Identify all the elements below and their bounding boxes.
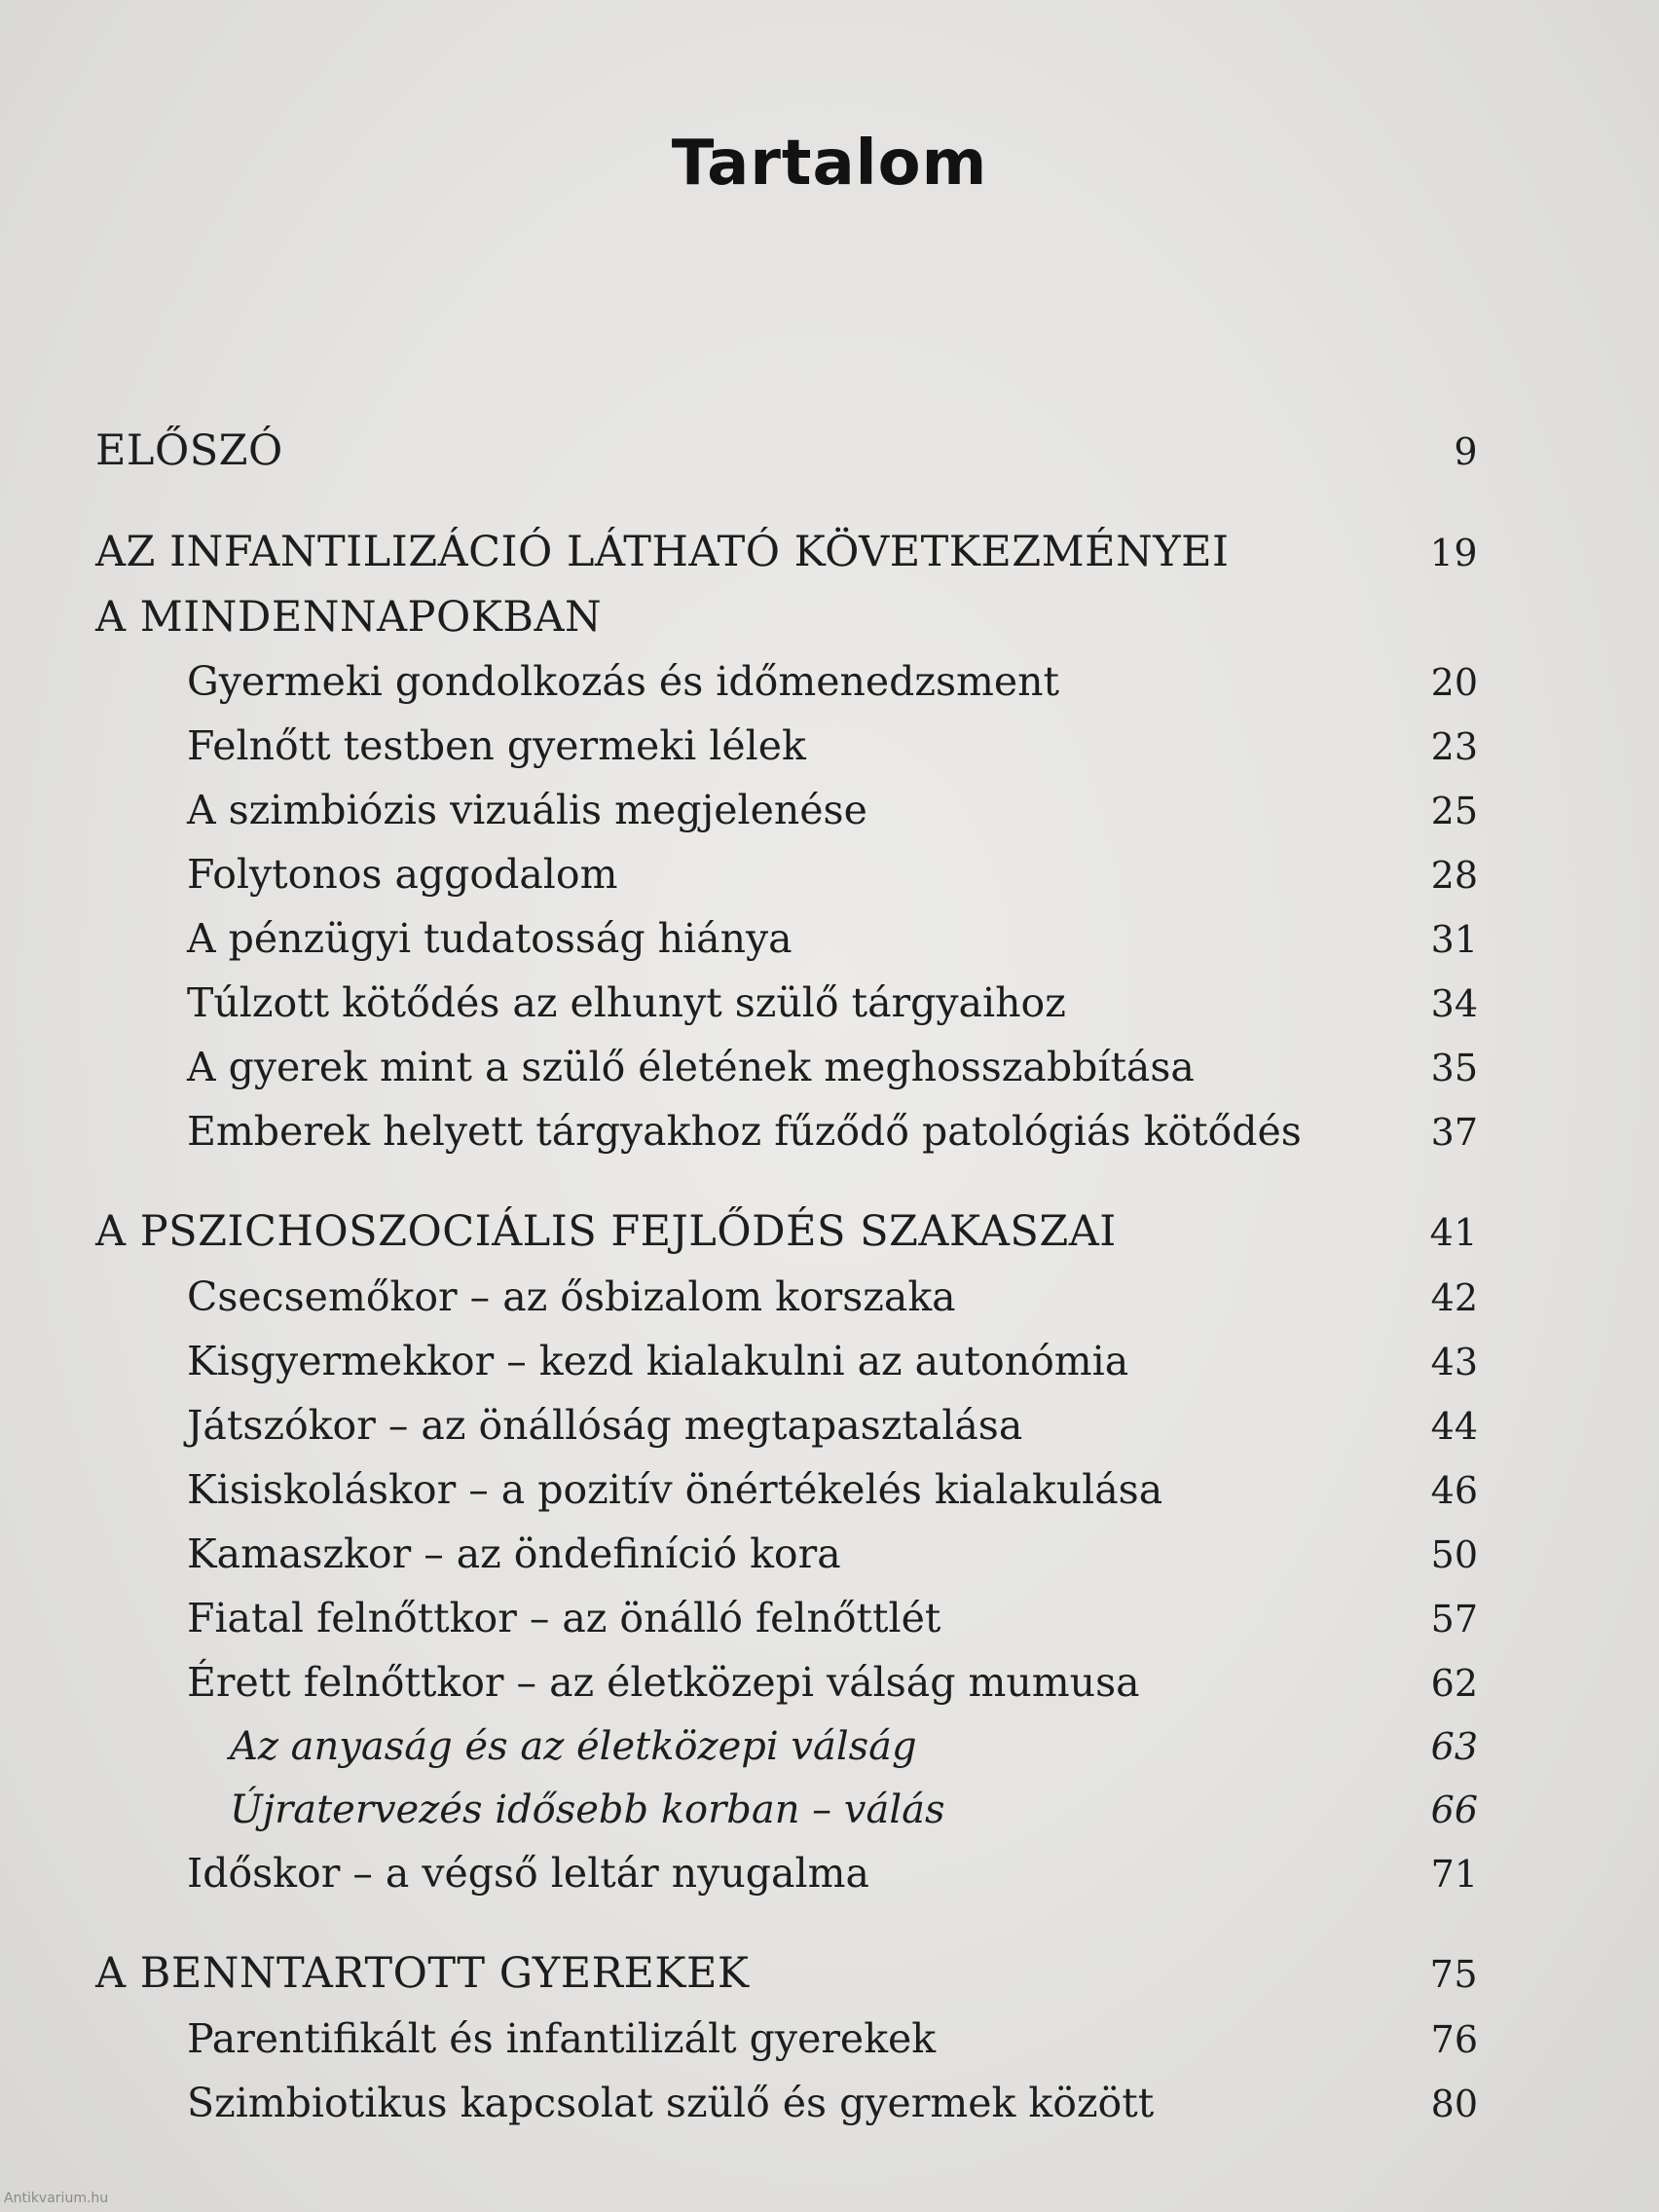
entry-page-number: 71 bbox=[1430, 1853, 1478, 1896]
entry-page-number: 76 bbox=[1430, 2018, 1478, 2061]
watermark-text: Antikvarium.hu bbox=[4, 2191, 109, 2206]
entry-page-number: 44 bbox=[1430, 1405, 1478, 1448]
chapter-title-line: A MINDENNAPOKBAN bbox=[95, 593, 603, 642]
toc-subsection bbox=[95, 972, 1478, 1036]
toc-subsection bbox=[95, 1842, 1478, 1906]
toc-subsection bbox=[95, 1523, 1478, 1587]
table-of-contents bbox=[95, 419, 1478, 2136]
entry-page-number: 80 bbox=[1430, 2083, 1478, 2125]
toc-entry-list bbox=[95, 2008, 1478, 2136]
entry-page-number: 34 bbox=[1430, 982, 1478, 1025]
toc-entry-list bbox=[95, 650, 1478, 1164]
entry-title: Csecsemőkor – az ősbizalom korszaka bbox=[187, 1273, 956, 1320]
toc-subsection bbox=[95, 650, 1478, 715]
toc-subsection bbox=[95, 2008, 1478, 2072]
toc-subsection bbox=[95, 1651, 1478, 1715]
entry-title: Időskor – a végső leltár nyugalma bbox=[187, 1850, 869, 1897]
entry-title: Túlzott kötődés az elhunyt szülő tárgyaihoz bbox=[187, 979, 1066, 1026]
toc-subsection bbox=[95, 1458, 1478, 1523]
entry-title: Újratervezés idősebb korban – válás bbox=[230, 1788, 945, 1832]
toc-subsection bbox=[95, 1036, 1478, 1100]
toc-section bbox=[95, 520, 1478, 1164]
toc-entry-list bbox=[95, 1266, 1478, 1906]
entry-page-number: 63 bbox=[1430, 1725, 1478, 1768]
chapter-title bbox=[95, 419, 1454, 484]
entry-title: Kisgyermekkor – kezd kialakulni az autonómia bbox=[187, 1338, 1129, 1384]
entry-title: Folytonos aggodalom bbox=[187, 851, 618, 898]
entry-page-number: 28 bbox=[1430, 854, 1478, 897]
entry-title: Az anyaság és az életközepi válság bbox=[230, 1724, 917, 1769]
chapter-page-number: 9 bbox=[1454, 430, 1478, 473]
entry-title: Érett felnőttkor – az életközepi válság mumusa bbox=[187, 1659, 1140, 1706]
entry-title: Játszókor – az önállóság megtapasztalása bbox=[187, 1402, 1023, 1449]
chapter-title bbox=[95, 520, 1430, 650]
entry-page-number: 35 bbox=[1430, 1047, 1478, 1089]
toc-subsection bbox=[95, 1266, 1478, 1330]
entry-page-number: 66 bbox=[1430, 1788, 1478, 1831]
entry-title: Szimbiotikus kapcsolat szülő és gyermek között bbox=[187, 2080, 1155, 2126]
toc-subsection bbox=[95, 1330, 1478, 1394]
entry-title: A szimbiózis vizuális megjelenése bbox=[187, 787, 867, 833]
toc-subsection bbox=[95, 1100, 1478, 1164]
entry-page-number: 50 bbox=[1430, 1533, 1478, 1576]
entry-page-number: 31 bbox=[1430, 918, 1478, 961]
toc-subsection bbox=[95, 2072, 1478, 2136]
toc-chapter-heading bbox=[95, 1941, 1478, 2008]
chapter-title-line: A BENNTARTOTT GYEREKEK bbox=[95, 1949, 750, 1998]
toc-subsection bbox=[95, 715, 1478, 779]
entry-title: Kamaszkor – az öndefiníció kora bbox=[187, 1530, 841, 1577]
chapter-title bbox=[95, 1199, 1430, 1265]
toc-section bbox=[95, 419, 1478, 485]
entry-page-number: 57 bbox=[1430, 1598, 1478, 1641]
entry-title: Parentifikált és infantilizált gyerekek bbox=[187, 2015, 937, 2062]
toc-subsection bbox=[95, 1394, 1478, 1458]
toc-subsection bbox=[95, 907, 1478, 972]
toc-chapter-heading bbox=[95, 419, 1478, 485]
toc-subsection bbox=[95, 779, 1478, 843]
entry-title: Fiatal felnőttkor – az önálló felnőttlét bbox=[187, 1595, 941, 1641]
entry-page-number: 23 bbox=[1430, 725, 1478, 768]
entry-page-number: 42 bbox=[1430, 1276, 1478, 1319]
entry-page-number: 20 bbox=[1430, 661, 1478, 704]
toc-subsection bbox=[95, 843, 1478, 907]
chapter-page-number: 75 bbox=[1429, 1953, 1478, 1996]
entry-title: Felnőtt testben gyermeki lélek bbox=[187, 722, 806, 769]
entry-title: Emberek helyett tárgyakhoz fűződő patológiás kötődés bbox=[187, 1108, 1302, 1155]
toc-subsubsection bbox=[95, 1715, 1478, 1779]
entry-title: Gyermeki gondolkozás és időmenedzsment bbox=[187, 658, 1060, 705]
toc-section bbox=[95, 1941, 1478, 2136]
entry-title: Kisiskoláskor – a pozitív önértékelés kialakulása bbox=[187, 1466, 1163, 1513]
entry-page-number: 46 bbox=[1430, 1469, 1478, 1512]
entry-page-number: 43 bbox=[1430, 1341, 1478, 1383]
chapter-page-number: 19 bbox=[1429, 532, 1478, 574]
entry-title: A pénzügyi tudatosság hiánya bbox=[187, 915, 793, 962]
chapter-title-line: A PSZICHOSZOCIÁLIS FEJLŐDÉS SZAKASZAI bbox=[95, 1207, 1117, 1256]
entry-title: A gyerek mint a szülő életének meghosszabbítása bbox=[187, 1044, 1195, 1090]
toc-section bbox=[95, 1199, 1478, 1906]
page-title: Tartalom bbox=[671, 127, 988, 200]
entry-page-number: 62 bbox=[1430, 1662, 1478, 1705]
toc-chapter-heading bbox=[95, 1199, 1478, 1266]
toc-subsubsection bbox=[95, 1779, 1478, 1842]
chapter-title-line: AZ INFANTILIZÁCIÓ LÁTHATÓ KÖVETKEZMÉNYEI bbox=[95, 528, 1230, 576]
chapter-title-line: ELŐSZÓ bbox=[95, 426, 283, 475]
chapter-title bbox=[95, 1941, 1430, 2007]
entry-page-number: 37 bbox=[1430, 1111, 1478, 1154]
entry-page-number: 25 bbox=[1430, 790, 1478, 832]
toc-subsection bbox=[95, 1587, 1478, 1651]
chapter-page-number: 41 bbox=[1429, 1211, 1478, 1254]
toc-chapter-heading bbox=[95, 520, 1478, 650]
